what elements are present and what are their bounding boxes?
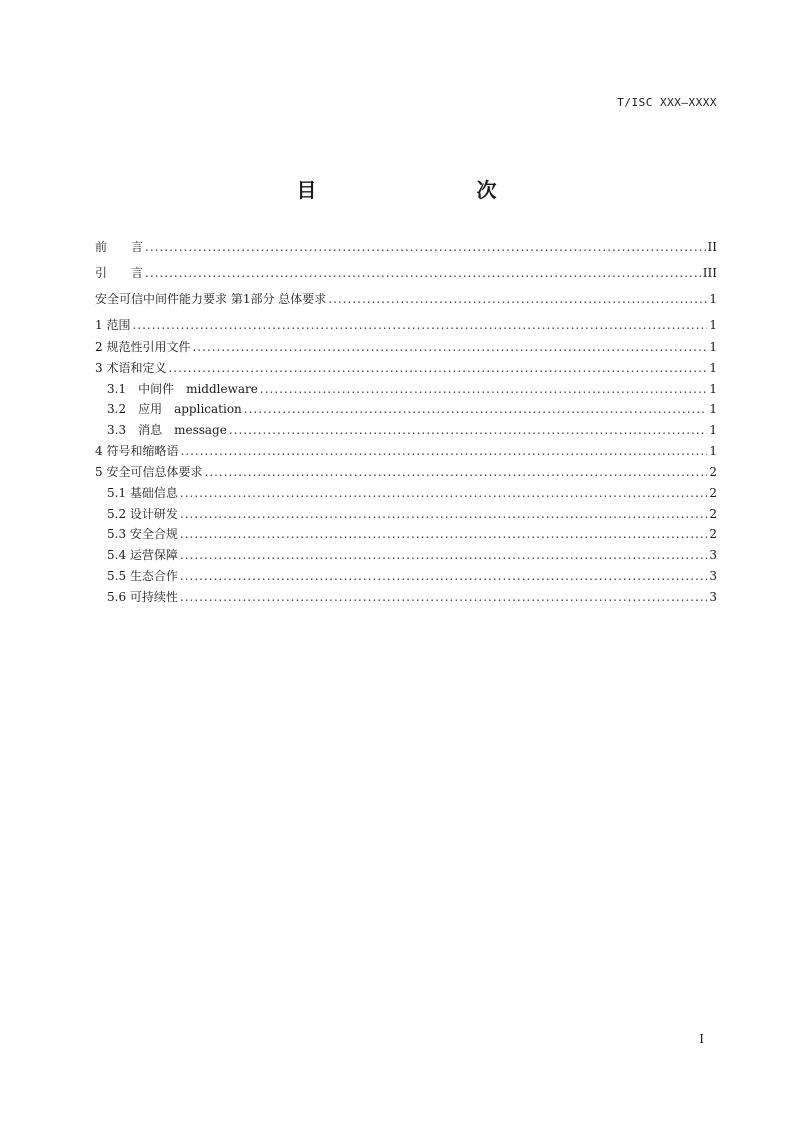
toc-leader-dots [145, 240, 706, 254]
toc-entry-foreword[interactable] [95, 240, 717, 254]
toc-entry-page: 3 [709, 569, 717, 583]
toc-leader-dots [180, 527, 707, 541]
toc-entry-label: 5.5 生态合作 [107, 569, 178, 583]
toc-entry-middleware[interactable] [95, 382, 717, 396]
toc-entry-page: 1 [709, 361, 717, 375]
toc-entry-label: 3 术语和定义 [95, 361, 167, 375]
toc-entry-label: 3.3 消息 message [107, 423, 227, 437]
toc-entry-page: 2 [709, 486, 717, 500]
toc-leader-dots [168, 361, 707, 375]
toc-entry-page: 1 [709, 292, 717, 306]
toc-entry-design-development[interactable] [95, 507, 717, 521]
toc-entry-page: 3 [709, 590, 717, 604]
toc-entry-label: 1 范围 [95, 318, 131, 332]
toc-entry-normative-references[interactable] [95, 340, 717, 354]
toc-entry-label: 5.4 运营保障 [107, 548, 178, 562]
page-number: I [699, 1032, 704, 1046]
toc-entry-page: 2 [709, 527, 717, 541]
toc-entry-page: II [707, 240, 717, 254]
toc-entry-operations-support[interactable] [95, 548, 717, 562]
toc-entry-scope[interactable] [95, 318, 717, 332]
toc-leader-dots [229, 423, 708, 437]
toc-entry-terms-definitions[interactable] [95, 361, 717, 375]
toc-entry-page: 1 [709, 382, 717, 396]
toc-entry-security-compliance[interactable] [95, 527, 717, 541]
toc-entry-general-requirements[interactable] [95, 465, 717, 479]
toc-leader-dots [180, 548, 707, 562]
toc-entry-page: 1 [709, 423, 717, 437]
toc-entry-label: 5.6 可持续性 [107, 590, 178, 604]
toc-entry-label: 3.1 中间件 middleware [107, 382, 258, 396]
document-code: T/ISC XXX—XXXX [617, 96, 717, 109]
toc-entry-page: 1 [709, 402, 717, 416]
toc-entry-page: 2 [709, 465, 717, 479]
toc-entry-ecosystem-cooperation[interactable] [95, 569, 717, 583]
toc-entry-page: 1 [709, 318, 717, 332]
toc-leader-dots [204, 465, 707, 479]
toc-leader-dots [260, 382, 707, 396]
toc-entry-label: 前 言 [95, 240, 144, 254]
toc-leader-dots [145, 266, 701, 280]
toc-entry-page: 3 [709, 548, 717, 562]
toc-entry-application[interactable] [95, 402, 717, 416]
toc-entry-introduction[interactable] [95, 266, 717, 280]
toc-entry-symbols-abbreviations[interactable] [95, 444, 717, 458]
toc-leader-dots [132, 318, 707, 332]
toc-leader-dots [192, 340, 707, 354]
toc-entry-standard-title[interactable] [95, 292, 717, 306]
toc-leader-dots [180, 444, 707, 458]
toc-entry-label: 5.1 基础信息 [107, 486, 178, 500]
toc-entry-label: 安全可信中间件能力要求 第1部分 总体要求 [95, 292, 327, 306]
toc-entry-label: 5 安全可信总体要求 [95, 465, 203, 479]
toc-entry-label: 2 规范性引用文件 [95, 340, 191, 354]
toc-entry-page: 2 [709, 507, 717, 521]
toc-entry-basic-information[interactable] [95, 486, 717, 500]
page-title: 目 次 [296, 178, 537, 202]
toc-leader-dots [328, 292, 707, 306]
toc-entry-page: 1 [709, 444, 717, 458]
toc-entry-sustainability[interactable] [95, 590, 717, 604]
toc-leader-dots [180, 486, 707, 500]
toc-leader-dots [244, 402, 708, 416]
toc-entry-label: 3.2 应用 application [107, 402, 242, 416]
toc-entry-message[interactable] [95, 423, 717, 437]
toc-entry-label: 5.2 设计研发 [107, 507, 178, 521]
toc-leader-dots [180, 507, 707, 521]
toc-leader-dots [180, 590, 707, 604]
toc-entry-label: 引 言 [95, 266, 144, 280]
toc-entry-page: 1 [709, 340, 717, 354]
toc-entry-label: 4 符号和缩略语 [95, 444, 179, 458]
toc-leader-dots [180, 569, 707, 583]
toc-entry-label: 5.3 安全合规 [107, 527, 178, 541]
toc-entry-page: III [702, 266, 717, 280]
